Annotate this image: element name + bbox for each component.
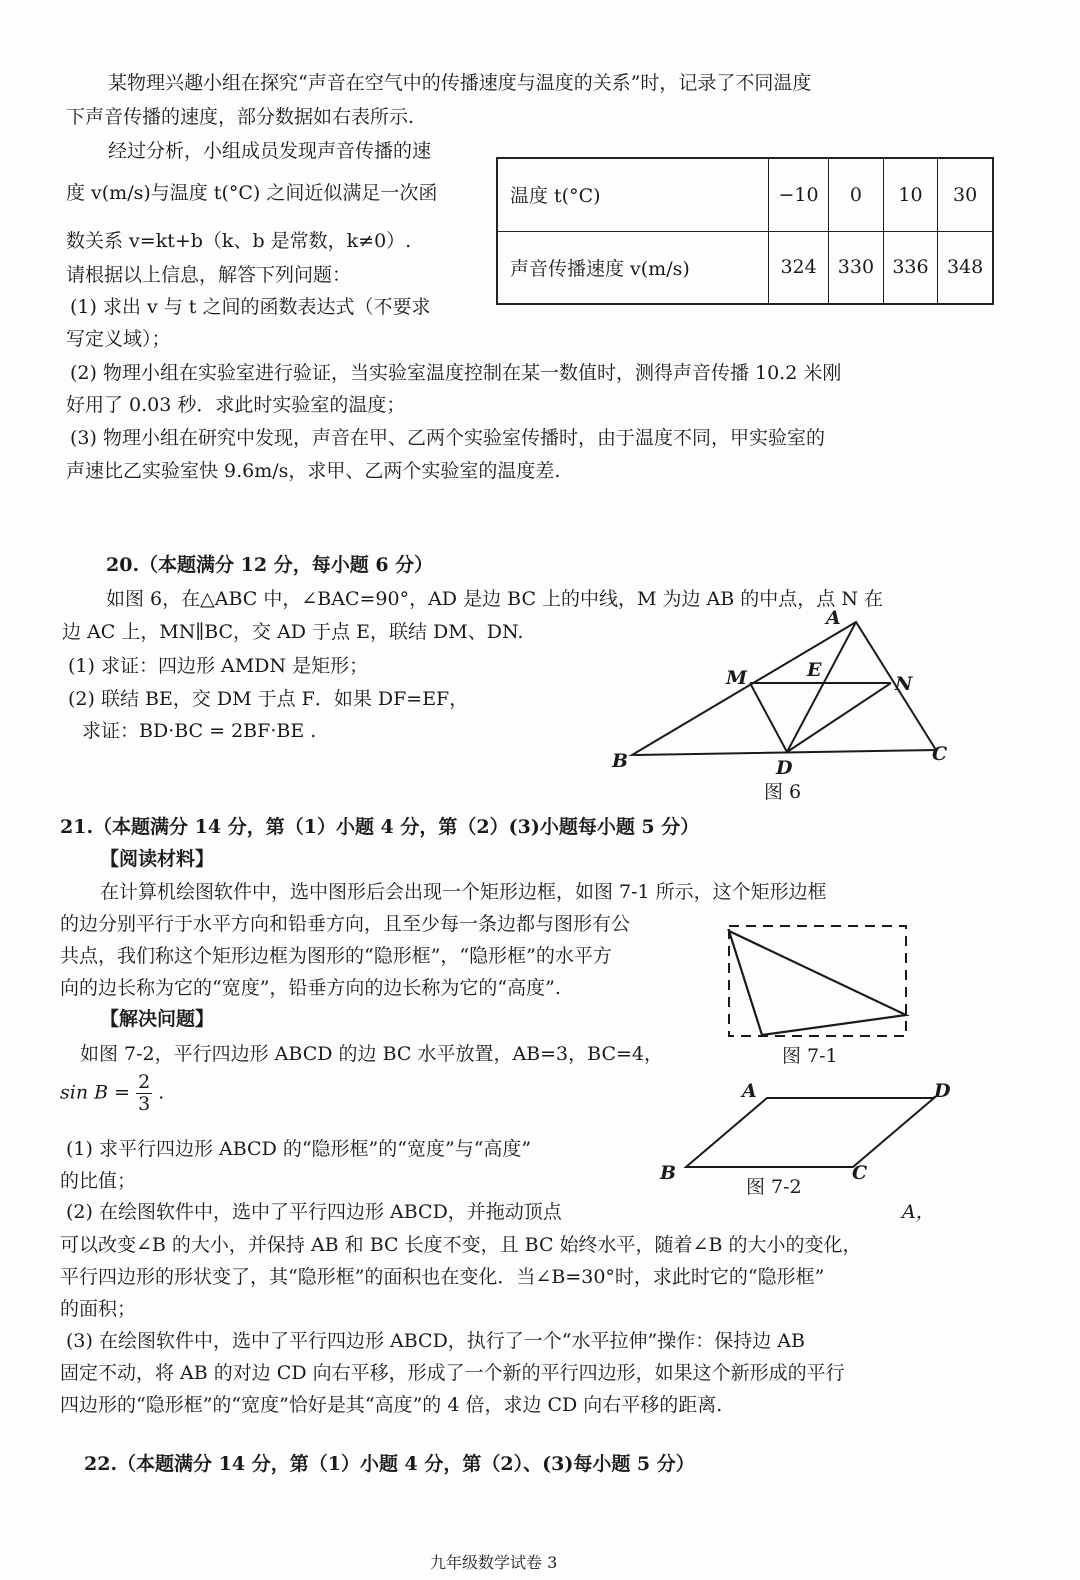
label-m: M (726, 667, 748, 689)
q20-part2: (2) 联结 BE，交 DM 于点 F．如果 DF=EF， (68, 688, 469, 710)
q21-part2-line1-end: A， (902, 1201, 935, 1223)
q19-part1-line2: 写定义域）； (66, 328, 171, 350)
q19-intro-line1: 某物理兴趣小组在探究“声音在空气中的传播速度与温度的关系”时，记录了不同温度 (108, 72, 812, 94)
q19-data-table (496, 157, 994, 305)
q20-line1: 如图 6，在△ABC 中，∠BAC=90°，AD 是边 BC 上的中线，M 为边 AB 的中点，点 N 在 (106, 588, 883, 610)
q21-part3-line1: (3) 在绘图软件中，选中了平行四边形 ABCD，执行了一个“水平拉伸”操作：保持边 AB (66, 1330, 805, 1352)
q22-header: 22.（本题满分 14 分，第（1）小题 4 分，第（2）、(3)每小题 5 分） (84, 1453, 695, 1475)
sin-b-suffix: . (158, 1081, 165, 1104)
sin-b-prefix: sin B = (60, 1081, 131, 1104)
q21-part3-line3: 四边形的“隐形框”的“宽度”恰好是其“高度”的 4 倍，求边 CD 向右平移的距离. (60, 1394, 723, 1416)
q20-header: 20.（本题满分 12 分，每小题 6 分） (106, 554, 434, 576)
q21-part2-line1: (2) 在绘图软件中，选中了平行四边形 ABCD，并拖动顶点 (66, 1201, 562, 1223)
figure-6 (600, 600, 960, 810)
sin-b-fraction (136, 1072, 152, 1115)
q21-solve-line1: 如图 7-2，平行四边形 ABCD 的边 BC 水平放置，AB=3，BC=4， (80, 1043, 664, 1065)
parallelogram-abcd (686, 1098, 934, 1167)
q21-part1-line2: 的比值； (60, 1170, 137, 1192)
q21-part3-line2: 固定不动，将 AB 的对边 CD 向右平移，形成了一个新的平行四边形，如果这个新形成的平行 (60, 1362, 845, 1384)
table-row-label: 声音传播速度 v(m/s) (497, 231, 769, 304)
triangle-abc (632, 622, 936, 755)
q21-reading-title: 【阅读材料】 (100, 848, 215, 870)
table-cell: 324 (769, 231, 829, 304)
q21-part2-line3: 平行四边形的形状变了，其“隐形框”的面积也在变化．当∠B=30°时，求此时它的“隐形框” (60, 1266, 825, 1288)
segment-dn (787, 683, 891, 752)
page-footer: 九年级数学试卷 3 (430, 1553, 558, 1572)
q19-part3-line2: 声速比乙实验室快 9.6m/s，求甲、乙两个实验室的温度差. (66, 460, 561, 482)
q20-part1: (1) 求证：四边形 AMDN 是矩形； (68, 655, 369, 677)
segment-dm (750, 683, 787, 752)
q20-part2-conclusion: 求证：BD·BC = 2BF·BE . (82, 720, 317, 742)
table-cell: −10 (769, 158, 829, 231)
label-b: B (660, 1162, 677, 1184)
table-cell: 336 (883, 231, 938, 304)
label-d: D (776, 757, 793, 779)
figure-7-1 (720, 915, 920, 1075)
q21-solve-title: 【解决问题】 (100, 1008, 215, 1030)
table-cell: 348 (938, 231, 993, 304)
table-cell: 30 (938, 158, 993, 231)
q19-part3-line1: (3) 物理小组在研究中发现，声音在甲、乙两个实验室传播时，由于温度不同，甲实验室的 (70, 427, 825, 449)
sin-b-numerator: 2 (138, 1071, 151, 1093)
sin-b-denominator: 3 (138, 1092, 151, 1115)
q19-part2-line1: (2) 物理小组在实验室进行验证，当实验室温度控制在某一数值时，测得声音传播 10.2 米刚 (70, 362, 842, 384)
q19-analysis-line2: 度 v(m/s)与温度 t(°C) 之间近似满足一次函 (66, 182, 438, 204)
q21-part2-line4: 的面积； (60, 1298, 137, 1320)
table-row-label: 温度 t(°C) (497, 158, 769, 231)
table-cell: 10 (883, 158, 938, 231)
label-c: C (852, 1162, 868, 1184)
q21-reading-line1: 在计算机绘图软件中，选中图形后会出现一个矩形边框，如图 7-1 所示，这个矩形边框 (100, 881, 827, 903)
table-row-speed (497, 231, 993, 304)
q19-analysis-line3: 数关系 v=kt+b（k、b 是常数，k≠0）. (66, 230, 412, 252)
label-n: N (895, 673, 913, 695)
triangle-shape (729, 931, 906, 1035)
q20-line2: 边 AC 上，MN∥BC，交 AD 于点 E，联结 DM、DN. (62, 621, 524, 643)
table-cell: 330 (829, 231, 884, 304)
q21-reading-line3: 共点，我们称这个矩形边框为图形的“隐形框”，“隐形框”的水平方 (60, 945, 612, 967)
figure-7-2 (650, 1075, 960, 1205)
q21-part1-line1: (1) 求平行四边形 ABCD 的“隐形框”的“宽度”与“高度” (66, 1138, 532, 1160)
q19-part1-line1: (1) 求出 v 与 t 之间的函数表达式（不要求 (70, 296, 431, 318)
figure-7-1-caption: 图 7-1 (782, 1045, 838, 1067)
label-a: A (742, 1080, 757, 1102)
figure-6-caption: 图 6 (764, 781, 802, 803)
q21-part2-line2: 可以改变∠B 的大小，并保持 AB 和 BC 长度不变，且 BC 始终水平，随着∠B 的大小的变化， (60, 1234, 862, 1256)
q21-header: 21.（本题满分 14 分，第（1）小题 4 分，第（2）(3)小题每小题 5 分） (60, 816, 700, 838)
table-cell: 0 (829, 158, 884, 231)
table-row-temperature (497, 158, 993, 231)
q21-sin-b (60, 1072, 164, 1115)
label-c: C (932, 743, 948, 765)
figure-7-2-caption: 图 7-2 (746, 1176, 802, 1198)
label-d: D (934, 1080, 951, 1102)
q19-part2-line2: 好用了 0.03 秒．求此时实验室的温度； (66, 394, 406, 416)
q21-reading-line2: 的边分别平行于水平方向和铅垂方向，且至少每一条边都与图形有公 (60, 913, 631, 935)
label-a: A (826, 607, 841, 629)
label-b: B (612, 750, 629, 772)
q21-reading-line4: 向的边长称为它的“宽度”，铅垂方向的边长称为它的“高度”. (60, 977, 561, 999)
label-e: E (807, 659, 822, 681)
q19-intro-line2: 下声音传播的速度，部分数据如右表所示. (66, 106, 415, 128)
q19-prompt: 请根据以上信息，解答下列问题： (66, 264, 352, 286)
q19-analysis-line1: 经过分析，小组成员发现声音传播的速 (108, 140, 432, 162)
